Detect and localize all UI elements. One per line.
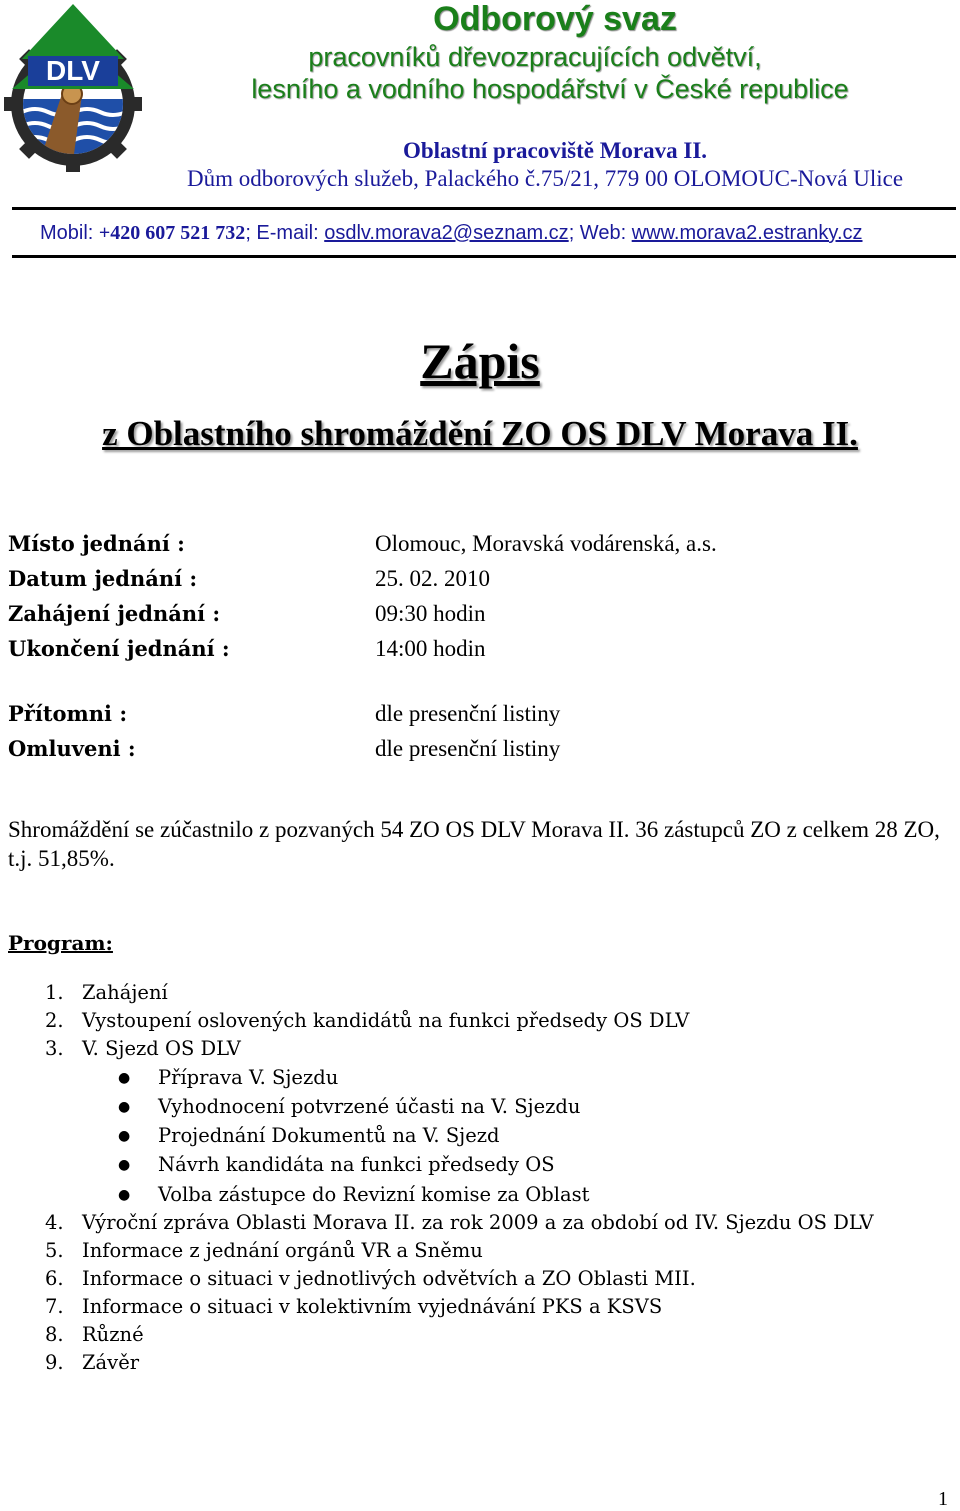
info-place	[8, 531, 717, 557]
info-excused	[8, 736, 561, 762]
info-present	[8, 701, 561, 727]
email-label: ; E-mail:	[245, 222, 325, 244]
list-subitem: ● Volba zástupce do Revizní komise za Oblast	[118, 1183, 590, 1206]
document-title: Zápis	[420, 333, 540, 389]
place-value: Olomouc, Moravská vodárenská, a.s.	[375, 531, 717, 556]
org-subtitle-line2: lesního a vodního hospodářství v České republice	[251, 74, 849, 104]
list-item: 7. Informace o situaci v kolektivním vyjednávání PKS a KSVS	[45, 1295, 663, 1318]
date-label: Datum jednání :	[8, 566, 198, 591]
info-end	[8, 636, 486, 662]
start-value: 09:30 hodin	[375, 601, 486, 626]
document-subtitle: z Oblastního shromáždění ZO OS DLV Morava II.	[102, 414, 858, 453]
web-link[interactable]: www.morava2.estranky.cz	[631, 222, 863, 244]
page-number: 1	[938, 1488, 948, 1510]
mobile-label: Mobil:	[40, 222, 99, 244]
list-item: 2. Vystoupení oslovených kandidátů na funkci předsedy OS DLV	[45, 1009, 690, 1032]
office-name: Oblastní pracoviště Morava II.	[402, 138, 708, 163]
place-label: Místo jednání :	[8, 531, 185, 556]
info-date	[8, 566, 490, 592]
web-label: ; Web:	[568, 222, 632, 244]
excused-value: dle presenční listiny	[375, 736, 561, 761]
list-subitem: ● Vyhodnocení potvrzené účasti na V. Sjezdu	[118, 1095, 581, 1118]
present-value: dle presenční listiny	[375, 701, 561, 726]
org-title: Odborový svaz	[433, 0, 677, 38]
header-divider-bottom	[12, 255, 956, 258]
list-item: 6. Informace o situaci v jednotlivých odvětvích a ZO Oblasti MII.	[45, 1267, 696, 1290]
program-heading: Program:	[8, 931, 113, 955]
date-value: 25. 02. 2010	[375, 566, 490, 591]
list-subitem: ● Příprava V. Sjezdu	[118, 1066, 339, 1089]
end-value: 14:00 hodin	[375, 636, 486, 661]
list-item: 1. Zahájení	[45, 981, 168, 1004]
logo-text: DLV	[46, 55, 100, 86]
info-start	[8, 601, 486, 627]
office-address: Dům odborových služeb, Palackého č.75/21, 779 00 OLOMOUC-Nová Ulice	[186, 166, 904, 191]
list-item: 8. Různé	[45, 1323, 144, 1346]
contact-line	[40, 222, 960, 245]
attendance-paragraph: Shromáždění se zúčastnilo z pozvaných 54 ZO OS DLV Morava II. 36 zástupců ZO z celkem 28 ZO, t.j. 51,85%.	[8, 817, 940, 871]
mobile-number: +420 607 521 732	[98, 222, 246, 244]
header-divider-top	[12, 207, 956, 210]
list-item: 4. Výroční zpráva Oblasti Morava II. za rok 2009 a za období od IV. Sjezdu OS DLV	[45, 1211, 874, 1234]
excused-label: Omluveni :	[8, 736, 136, 761]
list-item: 9. Závěr	[45, 1351, 140, 1374]
end-label: Ukončení jednání :	[8, 636, 230, 661]
list-item: 3. V. Sjezd OS DLV	[45, 1037, 241, 1060]
start-label: Zahájení jednání :	[8, 601, 221, 626]
list-item: 5. Informace z jednání orgánů VR a Sněmu	[45, 1239, 483, 1262]
present-label: Přítomni :	[8, 701, 128, 726]
org-subtitle-line1: pracovníků dřevozpracujících odvětví,	[308, 42, 762, 72]
email-link[interactable]: osdlv.morava2@seznam.cz	[324, 222, 569, 244]
list-subitem: ● Projednání Dokumentů na V. Sjezd	[118, 1124, 500, 1147]
list-subitem: ● Návrh kandidáta na funkci předsedy OS	[118, 1153, 555, 1176]
